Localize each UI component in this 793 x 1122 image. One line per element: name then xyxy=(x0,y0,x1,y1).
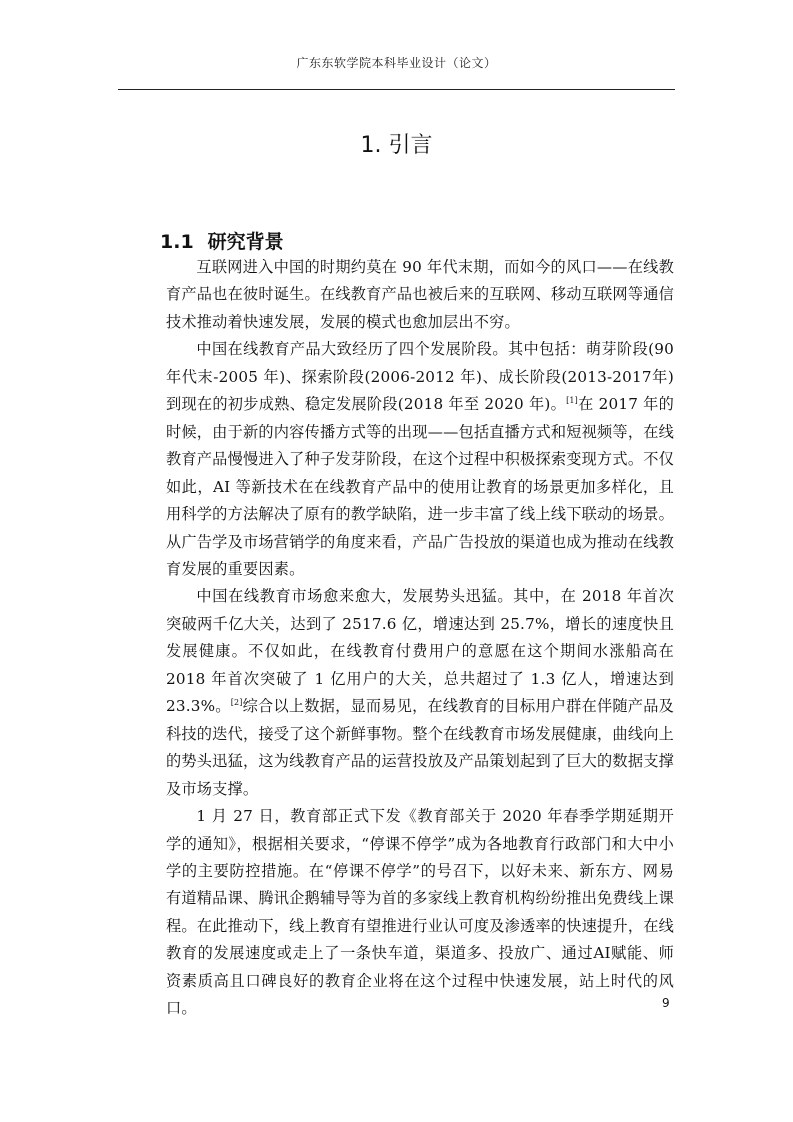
section-number: 1.1 xyxy=(160,230,194,253)
body-text xyxy=(166,254,674,1023)
chapter-title: 1. 引言 xyxy=(360,132,433,158)
citation-1: [1] xyxy=(566,396,578,406)
paragraph-2-text-b: 在 2017 年的时候，由于新的内容传播方式等的出现——包括直播方式和短视频等，在线教育产品慢慢进入了种子发芽阶段，在这个过程中积极探索变现方式。不仅如此，AI 等新技术在在线教育产品中的使用让教育的场景更加多样化，且用科学的方法解决了原有的教学缺陷，进一步丰富了线上线下联动的场景。从广告学及市场营销学的角度来看，产品广告投放的渠道也成为推动在线教育发展的重要因素。 xyxy=(166,395,674,578)
section-heading xyxy=(160,227,284,254)
running-header: 广东东软学院本科毕业设计（论文） xyxy=(296,56,497,70)
paragraph-4: 1 月 27 日，教育部正式下发《教育部关于 2020 年春季学期延期开学的通知》，根据相关要求，“停课不停学”成为各地教育行政部门和大中小学的主要防控措施。在“停课不停学”的号召下，以好未来、新东方、网易有道精品课、腾讯企鹅辅导等为首的多家线上教育机构纷纷推出免费线上课程。在此推动下，线上教育有望推进行业认可度及渗透率的快速提升，在线教育的发展速度或走上了一条快车道，渠道多、投放广、通过AI赋能、师资素质高且口碑良好的教育企业将在这个过程中快速发展，站上时代的风口。 xyxy=(166,807,674,1018)
paragraph-2-text-a: 中国在线教育产品大致经历了四个发展阶段。其中包括：萌芽阶段(90 年代末-2005 年)、探索阶段(2006-2012 年)、成长阶段(2013-2017年)到现在的初步成熟、稳定发展阶段(2018 年至 2020 年)。 xyxy=(166,340,674,414)
paragraph-2 xyxy=(166,336,674,583)
section-title: 研究背景 xyxy=(207,230,284,253)
paragraph-3 xyxy=(166,583,674,803)
paragraph-1: 互联网进入中国的时期约莫在 90 年代末期，而如今的风口——在线教育产品也在彼时诞生。在线教育产品也被后来的互联网、移动互联网等通信技术推动着快速发展，发展的模式也愈加层出不穷。 xyxy=(166,258,674,331)
paragraph-3-text-a: 中国在线教育市场愈来愈大，发展势头迅猛。其中，在 2018 年首次突破两千亿大关，达到了 2517.6 亿，增速达到 25.7%，增长的速度快且发展健康。不仅如此，在线教育付费用户的意愿在这个期间水涨船高在2018 年首次突破了 1 亿用户的大关，总共超过了 1.3 亿人，增速达到23.3%。 xyxy=(166,587,674,716)
page-number: 9 xyxy=(662,996,670,1010)
paragraph-3-text-b: 综合以上数据，显而易见，在线教育的目标用户群在伴随产品及科技的迭代，接受了这个新鲜事物。整个在线教育市场发展健康，曲线向上的势头迅猛，这为线教育产品的运营投放及产品策划起到了巨大的数据支撑及市场支撑。 xyxy=(166,697,674,798)
header-rule xyxy=(118,89,675,90)
citation-2: [2] xyxy=(230,698,243,708)
